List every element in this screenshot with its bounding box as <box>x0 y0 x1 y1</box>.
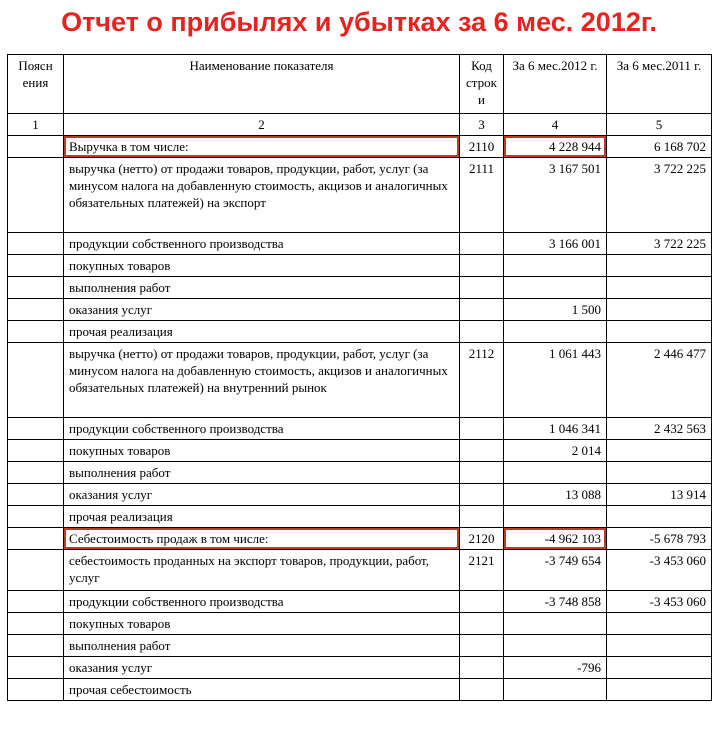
row-indicator-name: прочая реализация <box>64 506 460 528</box>
row-notes-cell <box>8 679 64 701</box>
row-notes-cell <box>8 528 64 550</box>
row-value-2011 <box>607 635 712 657</box>
table-row <box>8 528 712 550</box>
column-numbers-row <box>8 114 712 136</box>
row-code <box>460 635 504 657</box>
row-code <box>460 277 504 299</box>
row-value-2011: -3 453 060 <box>607 591 712 613</box>
row-indicator-name: оказания услуг <box>64 299 460 321</box>
row-notes-cell <box>8 462 64 484</box>
income-statement-table <box>7 54 712 701</box>
row-indicator-name: продукции собственного производства <box>64 233 460 255</box>
row-code <box>460 462 504 484</box>
row-value-2011 <box>607 462 712 484</box>
row-code <box>460 440 504 462</box>
header-previous-period: За 6 мес.2011 г. <box>607 55 712 114</box>
row-value-2012: 1 046 341 <box>504 418 607 440</box>
table-row <box>8 343 712 418</box>
row-value-2011: 3 722 225 <box>607 158 712 233</box>
row-indicator-name: Себестоимость продаж в том числе: <box>64 528 460 550</box>
column-number: 2 <box>64 114 460 136</box>
row-value-2012 <box>504 255 607 277</box>
table-row <box>8 255 712 277</box>
column-number: 3 <box>460 114 504 136</box>
row-code <box>460 657 504 679</box>
row-notes-cell <box>8 255 64 277</box>
row-value-2011: 2 446 477 <box>607 343 712 418</box>
table-body <box>8 136 712 701</box>
row-code <box>460 418 504 440</box>
row-value-2012 <box>504 506 607 528</box>
row-notes-cell <box>8 136 64 158</box>
row-notes-cell <box>8 484 64 506</box>
row-notes-cell <box>8 277 64 299</box>
row-value-2011 <box>607 506 712 528</box>
row-notes-cell <box>8 440 64 462</box>
row-value-2012: 13 088 <box>504 484 607 506</box>
row-indicator-name: оказания услуг <box>64 484 460 506</box>
header-notes: Поясн ения <box>8 55 64 114</box>
row-indicator-name: Выручка в том числе: <box>64 136 460 158</box>
row-indicator-name: себестоимость проданных на экспорт товаров, продукции, работ, услуг <box>64 550 460 591</box>
row-value-2011: 6 168 702 <box>607 136 712 158</box>
row-value-2011 <box>607 440 712 462</box>
row-code <box>460 484 504 506</box>
header-row <box>8 55 712 114</box>
row-value-2012: 1 500 <box>504 299 607 321</box>
table-row <box>8 613 712 635</box>
table-row <box>8 657 712 679</box>
row-value-2011: 2 432 563 <box>607 418 712 440</box>
table-row <box>8 277 712 299</box>
row-value-2011: -5 678 793 <box>607 528 712 550</box>
row-value-2012: 3 166 001 <box>504 233 607 255</box>
report-title: Отчет о прибылях и убытках за 6 мес. 2012г. <box>61 7 657 37</box>
row-code <box>460 255 504 277</box>
table-row <box>8 635 712 657</box>
row-value-2011: -3 453 060 <box>607 550 712 591</box>
row-notes-cell <box>8 299 64 321</box>
row-notes-cell <box>8 343 64 418</box>
table-row <box>8 418 712 440</box>
row-indicator-name: продукции собственного производства <box>64 591 460 613</box>
row-indicator-name: выполнения работ <box>64 277 460 299</box>
row-value-2011 <box>607 277 712 299</box>
row-indicator-name: выполнения работ <box>64 635 460 657</box>
row-value-2011: 13 914 <box>607 484 712 506</box>
table-row <box>8 591 712 613</box>
row-code <box>460 679 504 701</box>
header-current-period: За 6 мес.2012 г. <box>504 55 607 114</box>
row-value-2012: -3 748 858 <box>504 591 607 613</box>
row-value-2012 <box>504 277 607 299</box>
row-code <box>460 591 504 613</box>
column-number: 4 <box>504 114 607 136</box>
row-notes-cell <box>8 591 64 613</box>
row-value-2011 <box>607 255 712 277</box>
row-value-2012: 1 061 443 <box>504 343 607 418</box>
row-code <box>460 299 504 321</box>
row-notes-cell <box>8 657 64 679</box>
row-value-2012: 2 014 <box>504 440 607 462</box>
row-indicator-name: покупных товаров <box>64 440 460 462</box>
table-row <box>8 158 712 233</box>
row-notes-cell <box>8 158 64 233</box>
row-indicator-name: прочая реализация <box>64 321 460 343</box>
header-code: Код строк и <box>460 55 504 114</box>
row-notes-cell <box>8 418 64 440</box>
row-indicator-name: прочая себестоимость <box>64 679 460 701</box>
row-code: 2121 <box>460 550 504 591</box>
header-indicator: Наименование показателя <box>64 55 460 114</box>
table-row <box>8 233 712 255</box>
row-code <box>460 321 504 343</box>
table-row <box>8 484 712 506</box>
row-value-2011 <box>607 613 712 635</box>
row-code <box>460 613 504 635</box>
row-notes-cell <box>8 506 64 528</box>
row-value-2011 <box>607 321 712 343</box>
row-value-2011: 3 722 225 <box>607 233 712 255</box>
row-indicator-name: оказания услуг <box>64 657 460 679</box>
row-value-2012: 3 167 501 <box>504 158 607 233</box>
row-notes-cell <box>8 635 64 657</box>
row-value-2012 <box>504 613 607 635</box>
row-code: 2120 <box>460 528 504 550</box>
row-value-2012 <box>504 321 607 343</box>
table-row <box>8 299 712 321</box>
row-code <box>460 233 504 255</box>
row-value-2012: 4 228 944 <box>504 136 607 158</box>
row-indicator-name: выполнения работ <box>64 462 460 484</box>
table-row <box>8 440 712 462</box>
column-number: 1 <box>8 114 64 136</box>
row-code: 2112 <box>460 343 504 418</box>
row-indicator-name: выручка (нетто) от продажи товаров, продукции, работ, услуг (за минусом налога на добавленную стоимость, акцизов и аналогичных обязательных платежей) на экспорт <box>64 158 460 233</box>
row-code: 2110 <box>460 136 504 158</box>
row-value-2011 <box>607 657 712 679</box>
row-notes-cell <box>8 550 64 591</box>
row-value-2012 <box>504 635 607 657</box>
row-code: 2111 <box>460 158 504 233</box>
row-value-2011 <box>607 299 712 321</box>
row-code <box>460 506 504 528</box>
table-row <box>8 136 712 158</box>
row-value-2012: -4 962 103 <box>504 528 607 550</box>
row-indicator-name: покупных товаров <box>64 613 460 635</box>
row-notes-cell <box>8 613 64 635</box>
row-value-2012 <box>504 462 607 484</box>
row-indicator-name: покупных товаров <box>64 255 460 277</box>
row-notes-cell <box>8 321 64 343</box>
row-value-2011 <box>607 679 712 701</box>
row-indicator-name: продукции собственного производства <box>64 418 460 440</box>
column-number: 5 <box>607 114 712 136</box>
row-value-2012 <box>504 679 607 701</box>
table-row <box>8 550 712 591</box>
table-row <box>8 462 712 484</box>
row-notes-cell <box>8 233 64 255</box>
table-row <box>8 506 712 528</box>
table-row <box>8 679 712 701</box>
row-value-2012: -796 <box>504 657 607 679</box>
row-value-2012: -3 749 654 <box>504 550 607 591</box>
row-indicator-name: выручка (нетто) от продажи товаров, продукции, работ, услуг (за минусом налога на добавленную стоимость, акцизов и аналогичных обязательных платежей) на внутренний рынок <box>64 343 460 418</box>
table-row <box>8 321 712 343</box>
